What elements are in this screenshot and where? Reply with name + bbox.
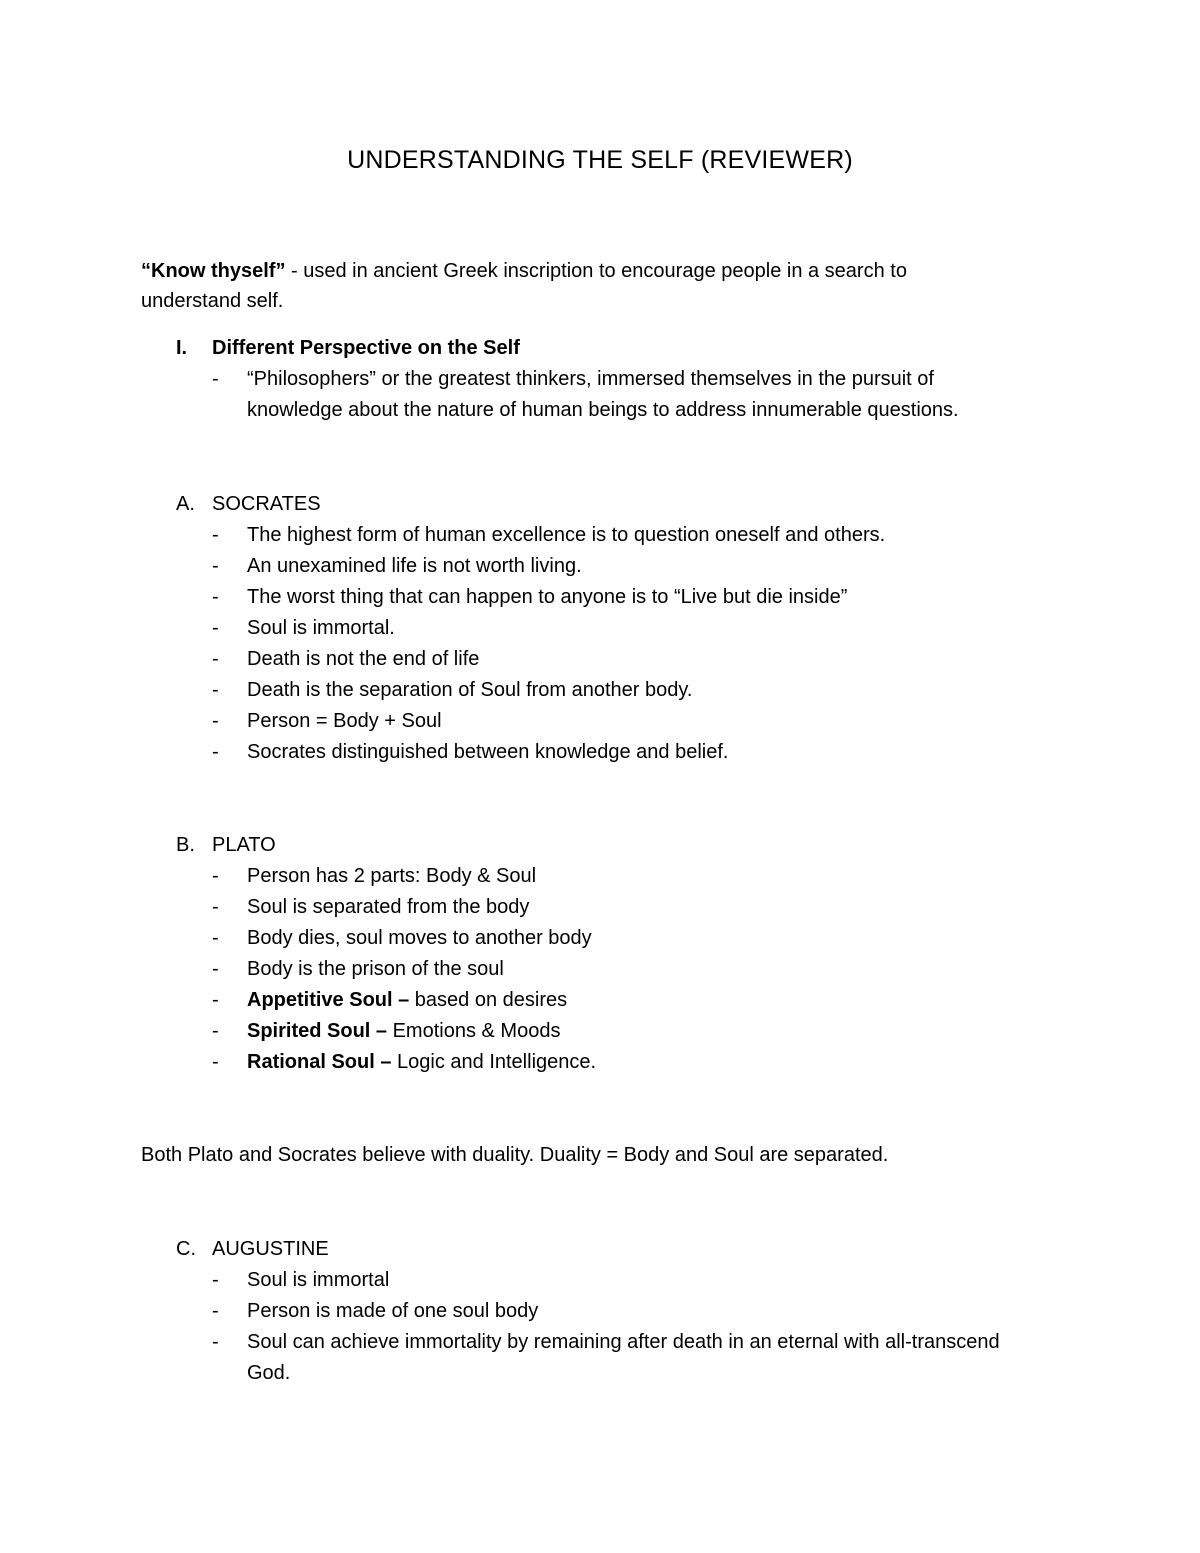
list-item	[212, 520, 1002, 551]
list-item-text: The highest form of human excellence is to question oneself and others.	[247, 524, 886, 546]
list-item-text: Soul is immortal	[247, 1269, 390, 1291]
list-item-text: Socrates distinguished between knowledge and belief.	[247, 741, 729, 763]
list-item	[212, 861, 1002, 892]
dash-marker: -	[212, 710, 219, 732]
dash-marker: -	[212, 555, 219, 577]
dash-marker: -	[212, 648, 219, 670]
intro-text: - used in ancient Greek inscription to encourage people in a search to understand self.	[141, 260, 907, 312]
list-item-text: An unexamined life is not worth living.	[247, 555, 582, 577]
dash-marker: -	[212, 927, 219, 949]
augustine-marker: C.	[176, 1238, 196, 1260]
socrates-label: SOCRATES	[212, 493, 321, 515]
list-item	[212, 923, 1002, 954]
list-item-text: “Philosophers” or the greatest thinkers, immersed themselves in the pursuit of knowledge about the nature of human beings to address innumerable questions.	[247, 368, 959, 421]
list-item	[212, 1265, 1002, 1296]
dash-marker: -	[212, 741, 219, 763]
dash-marker: -	[212, 524, 219, 546]
dash-marker: -	[212, 368, 219, 390]
augustine-label: AUGUSTINE	[212, 1238, 329, 1260]
dash-marker: -	[212, 1300, 219, 1322]
dash-marker: -	[212, 586, 219, 608]
augustine-list	[212, 1265, 1002, 1389]
soul-term: Spirited Soul –	[247, 1020, 388, 1042]
list-item	[212, 644, 1002, 675]
socrates-marker: A.	[176, 493, 195, 515]
list-item-text: Body is the prison of the soul	[247, 958, 504, 980]
list-item	[212, 954, 1002, 985]
list-item-text: The worst thing that can happen to anyone is to “Live but die inside”	[247, 586, 848, 608]
dash-marker: -	[212, 1051, 219, 1073]
soul-text: Emotions & Moods	[387, 1020, 561, 1042]
soul-term: Appetitive Soul –	[247, 989, 410, 1011]
plato-list	[212, 861, 1002, 1078]
list-item-text: Death is the separation of Soul from another body.	[247, 679, 693, 701]
dash-marker: -	[212, 865, 219, 887]
duality-summary: Both Plato and Socrates believe with duality. Duality = Body and Soul are separated.	[141, 1144, 889, 1166]
list-item-text: Body dies, soul moves to another body	[247, 927, 592, 949]
dash-marker: -	[212, 617, 219, 639]
list-item	[212, 364, 1002, 426]
section-i-marker: I.	[176, 337, 188, 359]
list-item	[212, 582, 1002, 613]
dash-marker: -	[212, 1020, 219, 1042]
list-item	[212, 892, 1002, 923]
dash-marker: -	[212, 958, 219, 980]
list-item-text: Soul can achieve immortality by remaining after death in an eternal with all-transcend God.	[247, 1331, 1000, 1384]
section-i-label: Different Perspective on the Self	[212, 337, 520, 359]
dash-marker: -	[212, 1269, 219, 1291]
soul-term: Rational Soul –	[247, 1051, 392, 1073]
list-item-text: Death is not the end of life	[247, 648, 480, 670]
plato-marker: B.	[176, 834, 195, 856]
list-item	[212, 613, 1002, 644]
list-item	[212, 1016, 1002, 1047]
intro-paragraph	[141, 256, 1001, 316]
intro-term: “Know thyself”	[141, 260, 286, 282]
socrates-heading	[176, 489, 321, 519]
dash-marker: -	[212, 679, 219, 701]
list-item	[212, 551, 1002, 582]
dash-marker: -	[212, 989, 219, 1011]
section-i-heading	[176, 333, 520, 363]
dash-marker: -	[212, 1331, 219, 1353]
list-item	[212, 1327, 1002, 1389]
list-item	[212, 1296, 1002, 1327]
socrates-list	[212, 520, 1002, 768]
list-item-text: Person = Body + Soul	[247, 710, 442, 732]
list-item-text: Soul is immortal.	[247, 617, 395, 639]
soul-text: Logic and Intelligence.	[391, 1051, 597, 1073]
augustine-heading	[176, 1234, 329, 1264]
list-item	[212, 737, 1002, 768]
list-item-text: Soul is separated from the body	[247, 896, 530, 918]
section-i-list	[212, 364, 1002, 426]
plato-label: PLATO	[212, 834, 276, 856]
list-item	[212, 1047, 1002, 1078]
dash-marker: -	[212, 896, 219, 918]
list-item-text: Person is made of one soul body	[247, 1300, 539, 1322]
soul-text: based on desires	[409, 989, 568, 1011]
list-item	[212, 675, 1002, 706]
list-item	[212, 985, 1002, 1016]
list-item	[212, 706, 1002, 737]
plato-heading	[176, 830, 276, 860]
list-item-text: Person has 2 parts: Body & Soul	[247, 865, 537, 887]
document-title: UNDERSTANDING THE SELF (REVIEWER)	[347, 146, 853, 174]
